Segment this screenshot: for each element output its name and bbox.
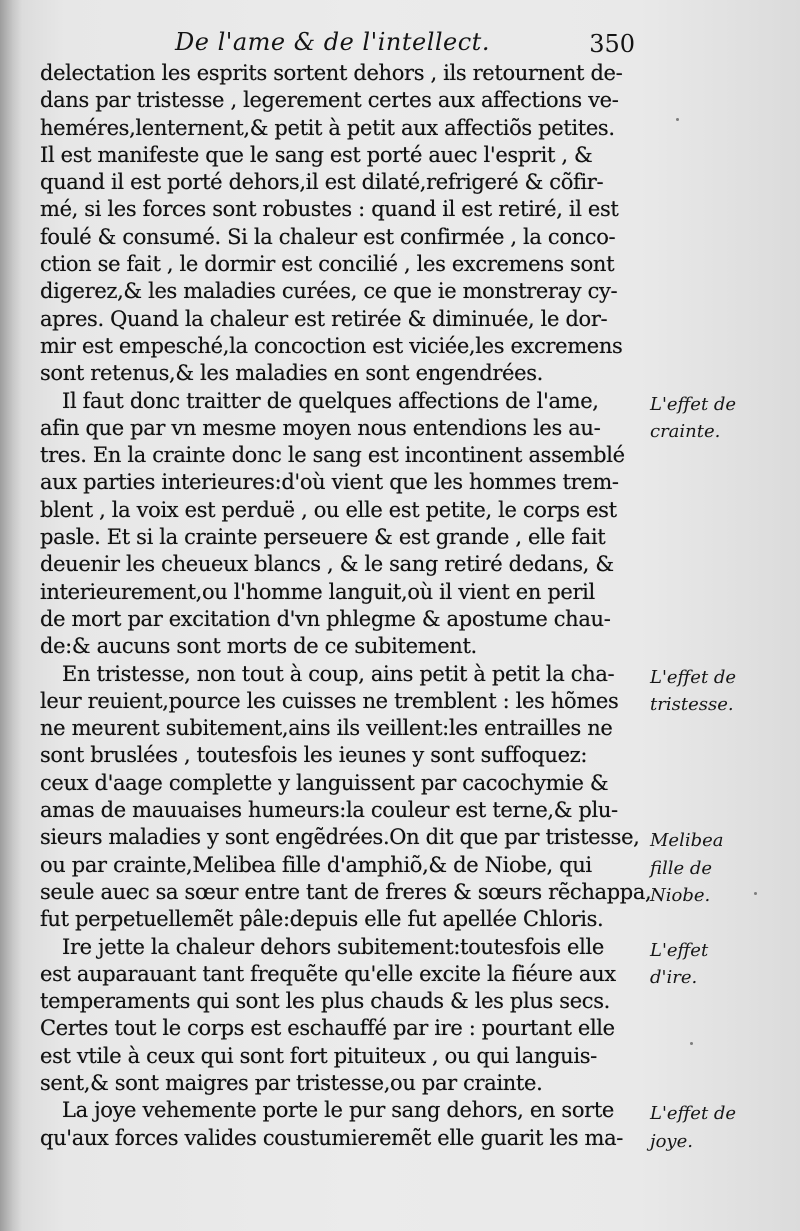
margin-note: L'effet — [650, 939, 709, 961]
text-line: mir est empesché,la concoction est viciée,les excremens — [40, 333, 623, 358]
text-line: tres. En la crainte donc le sang est incontinent assemblé — [40, 443, 625, 468]
margin-note: fille de — [650, 857, 713, 879]
running-title: De l'ame & de l'intellect. — [175, 28, 490, 56]
text-line: heméres,lenternent,& petit à petit aux affectiõs petites. — [40, 115, 615, 140]
body-text — [40, 60, 652, 1152]
paper-speck — [676, 118, 679, 121]
text-line: sont bruslées , toutesfois les ieunes y sont suffoquez: — [40, 743, 588, 768]
text-line: est auparauant tant frequẽte qu'elle excite la fiéure aux — [40, 961, 616, 986]
text-line: blent , la voix est perduë , ou elle est petite, le corps est — [40, 497, 617, 522]
margin-note: L'effet de — [650, 393, 737, 415]
page-number: 350 — [589, 30, 635, 58]
text-line: ceux d'aage complette y languissent par cacochymie & — [40, 770, 609, 795]
text-line: La joye vehemente porte le pur sang dehors, en sorte — [62, 1098, 614, 1123]
text-line: ne meurent subitement,ains ils veillent:les entrailles ne — [40, 716, 613, 741]
text-line: temperaments qui sont les plus chauds & les plus secs. — [40, 989, 610, 1014]
text-line: est vtile à ceux qui sont fort pituiteux , ou qui languis- — [40, 1043, 597, 1068]
text-line: mé, si les forces sont robustes : quand il est retiré, il est — [40, 197, 619, 222]
margin-note: L'effet de — [650, 1103, 737, 1125]
text-line: sieurs maladies y sont engẽdrées.On dit que par tristesse, — [40, 825, 640, 850]
text-line: deuenir les cheueux blancs , & le sang retiré dedans, & — [40, 552, 614, 577]
margin-note: tristesse. — [650, 693, 734, 715]
text-line: de mort par excitation d'vn phlegme & apostume chau- — [40, 606, 611, 631]
text-line: ou par crainte,Melibea fille d'amphiõ,& de Niobe, qui — [40, 852, 592, 877]
paper-speck — [690, 1042, 693, 1045]
binding-shadow — [0, 0, 22, 1231]
text-line: qu'aux forces valides coustumieremẽt elle guarit les ma- — [40, 1125, 624, 1150]
text-line: pasle. Et si la crainte perseuere & est grande , elle fait — [40, 525, 606, 550]
text-line: leur reuient,pource les cuisses ne tremblent : les hõmes — [40, 688, 619, 713]
margin-note: joye. — [650, 1130, 693, 1152]
text-line: Il est manifeste que le sang est porté auec l'esprit , & — [40, 142, 593, 167]
paper-speck — [754, 892, 757, 895]
margin-note: crainte. — [650, 420, 721, 442]
text-line: apres. Quand la chaleur est retirée & diminuée, le dor- — [40, 306, 608, 331]
margin-note: d'ire. — [650, 966, 698, 988]
text-line: dans par tristesse , legerement certes aux affections ve- — [40, 88, 619, 113]
text-line: amas de mauuaises humeurs:la couleur est terne,& plu- — [40, 798, 618, 823]
text-line: de:& aucuns sont morts de ce subitement. — [40, 634, 477, 659]
text-line: sent,& sont maigres par tristesse,ou par crainte. — [40, 1070, 543, 1095]
text-line: ction se fait , le dormir est concilié , les excremens sont — [40, 252, 615, 277]
margin-note: Melibea — [650, 830, 724, 852]
text-line: delectation les esprits sortent dehors , ils retournent de- — [40, 61, 623, 85]
text-line: interieurement,ou l'homme languit,où il vient en peril — [40, 579, 595, 604]
text-line: foulé & consumé. Si la chaleur est confirmée , la concо- — [40, 224, 616, 249]
text-line: Il faut donc traitter de quelques affections de l'ame, — [62, 388, 599, 413]
text-line: Certes tout le corps est eschauffé par ire : pourtant elle — [40, 1016, 615, 1041]
text-line: digerez,& les maladies curées, ce que ie monstreray cy- — [40, 279, 618, 304]
text-line: En tristesse, non tout à coup, ains petit à petit la cha- — [62, 661, 615, 686]
text-line: afin que par vn mesme moyen nous entendions les au- — [40, 415, 601, 440]
margin-note: L'effet de — [650, 666, 737, 688]
text-line: sont retenus,& les maladies en sont engendrées. — [40, 361, 543, 386]
text-line: quand il est porté dehors,il est dilaté,refrigeré & cõfir- — [40, 170, 604, 195]
text-line: seule auec sa sœur entre tant de freres & sœurs rẽchappa, — [40, 879, 652, 904]
text-line: fut perpetuellemẽt pâle:depuis elle fut apellée Chloris. — [40, 907, 604, 932]
text-line: aux parties interieures:d'où vient que les hommes trem- — [40, 470, 619, 495]
margin-note: Niobe. — [650, 885, 711, 906]
text-line: Ire jette la chaleur dehors subitement:toutesfois elle — [62, 934, 604, 959]
